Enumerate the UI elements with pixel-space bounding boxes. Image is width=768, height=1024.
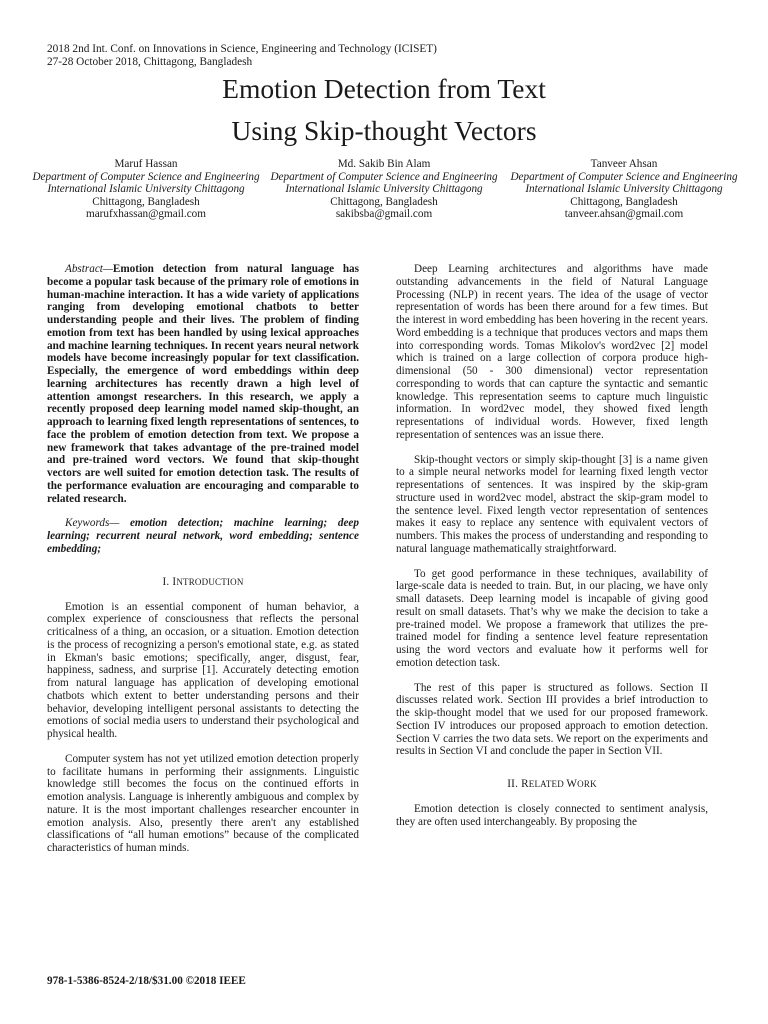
keywords xyxy=(47,517,359,555)
section-heading-related-work: II. RELATED WORK xyxy=(507,778,597,790)
author-city: Chittagong, Bangladesh xyxy=(330,195,438,208)
author-block-3 xyxy=(510,158,738,220)
intro-paragraph-2: Computer system has not yet utilized emotion detection properly to facilitate humans in performing their assignments. Linguistic knowledge still becomes the focus on the continued efforts in emotion analysis. Language is inherently ambiguous and complex by nature. It is the most important challenges researcher encounter in emotion analysis. Also, presently there aren't any established classifications of “all human emotions” because of the complicated characteristics of human minds. xyxy=(47,752,359,854)
intro-paragraph-1: Emotion is an essential component of human behavior, a complex experience of consciousness that reflects the personal criticalness of a thing, an occasion, or a situation. Emotion detection is the process of recognizing a person's emotional state, e.g. as stated in Ekman's basic emotions; specifically, anger, disgust, fear, happiness, sadness, and surprise [1]. Accurately detecting emotion from natural language has application of developing emotional chatbots which extent to better understanding persons and their behavior, developing intelligent personal assistants to detecting the emotions of social media users to understand their psychological and physical health. xyxy=(47,600,359,740)
keywords-label: Keywords— xyxy=(65,517,130,530)
author-name: Tanveer Ahsan xyxy=(590,158,658,170)
author-department: Department of Computer Science and Engineering xyxy=(32,171,260,184)
body-paragraph-3: To get good performance in these techniques, availability of large-scale data is needed to train. But, in our placing, we have only small datasets. Deep learning model is incapable of giving good result on small datasets. That’s why we make the decision to take a pre-trained model. We propose a framework that utilizes the pre-trained model for finding a sentence level feature representation using the word vectors and evaluate how it performs well for emotion detection task. xyxy=(396,567,708,669)
footer-isbn: 978-1-5386-8524-2/18/$31.00 ©2018 IEEE xyxy=(47,975,246,987)
author-block-2 xyxy=(270,158,498,220)
author-university: International Islamic University Chittagong xyxy=(47,183,245,196)
author-university: International Islamic University Chittagong xyxy=(525,183,723,196)
author-university: International Islamic University Chittagong xyxy=(285,183,483,196)
paper-title-line-1: Emotion Detection from Text xyxy=(222,73,546,104)
abstract xyxy=(47,263,359,505)
abstract-label: Abstract— xyxy=(65,263,113,275)
paper-title-line-2: Using Skip-thought Vectors xyxy=(231,115,537,146)
author-email: marufxhassan@gmail.com xyxy=(86,207,206,220)
author-city: Chittagong, Bangladesh xyxy=(92,195,200,208)
author-name: Md. Sakib Bin Alam xyxy=(337,158,431,170)
author-email: sakibsba@gmail.com xyxy=(335,207,433,220)
body-paragraph-2: Skip-thought vectors or simply skip-thought [3] is a name given to a simple neural networks model for learning fixed length vector representations of sentences. It was inspired by the skip-gram structure used in word2vec model, abstract the skip-gram model to the sentence level. Fixed length vector representation of sentences makes it easy to replace any sentence with equivalent vectors of numbers. This makes the process of understanding and responding to natural language mathematically straightforward. xyxy=(396,453,708,555)
body-paragraph-4: The rest of this paper is structured as follows. Section II discusses related work. Section III provides a brief introduction to the skip-thought model that we used for our proposed framework. Section IV introduces our proposed approach to emotion detection. Section V carries the two data sets. We report on the experiments and results in Section VI and conclude the paper in Section VII. xyxy=(396,681,708,758)
author-department: Department of Computer Science and Engineering xyxy=(270,171,498,184)
section-heading-introduction: I. INTRODUCTION xyxy=(162,575,244,588)
author-email: tanveer.ahsan@gmail.com xyxy=(564,207,684,220)
conference-date: 27-28 October 2018, Chittagong, Bangladesh xyxy=(47,56,253,68)
author-name: Maruf Hassan xyxy=(114,158,178,170)
keywords-text: emotion detection; machine learning; deep learning; recurrent neural network, word embedding; sentence embedding; xyxy=(47,517,359,555)
left-column xyxy=(47,263,359,855)
author-city: Chittagong, Bangladesh xyxy=(570,195,678,208)
related-work-paragraph-1: Emotion detection is closely connected to sentiment analysis, they are often used interchangeably. By proposing the xyxy=(396,803,708,828)
right-column xyxy=(396,263,708,829)
abstract-text: Emotion detection from natural language has become a popular task because of the primary role of emotions in human-machine interaction. It has a wide variety of applications ranging from developing emotional chatbots to better understanding people and their lives. The problem of finding emotion from text has been handled by using lexical approaches and machine learning techniques. In recent years neural network models have become increasingly popular for text classification. Especially, the emergence of word embeddings within deep learning architectures has recently drawn a high level of attention amongst researchers. In this research, we apply a recently proposed deep learning model named skip-thought, an approach to learning fixed length representations of sentences, to face the problem of emotion detection from text. We propose a new framework that takes advantage of the pre-trained model and pre-trained word vectors. We found that skip-thought vectors are well suited for emotion detection task. The results of the performance evaluation are encouraging and comparable to related research. xyxy=(47,263,359,505)
body-paragraph-1: Deep Learning architectures and algorithms have made outstanding advancements in the field of Natural Language Processing (NLP) in recent years. The idea of the usage of vector representation of words has been there around for a few times. But the interest in word embedding has been hovering in the recent years. Word embedding is a technique that produces vectors and maps them into corresponding words. Tomas Mikolov's word2vec [2] model which is trained on a large collection of corpora produce high-dimensional (50 - 300 dimensional) vector representation corresponding to words that can capture the syntactic and semantic knowledge. This representation seems to capture much linguistic information. In word2vec model, they showed fixed length representations of individual words. However, fixed length representation of sentences was an issue there. xyxy=(396,263,708,441)
author-department: Department of Computer Science and Engineering xyxy=(510,171,738,184)
conference-header: 2018 2nd Int. Conf. on Innovations in Science, Engineering and Technology (ICISET) xyxy=(47,43,437,55)
author-block-1 xyxy=(32,158,260,220)
